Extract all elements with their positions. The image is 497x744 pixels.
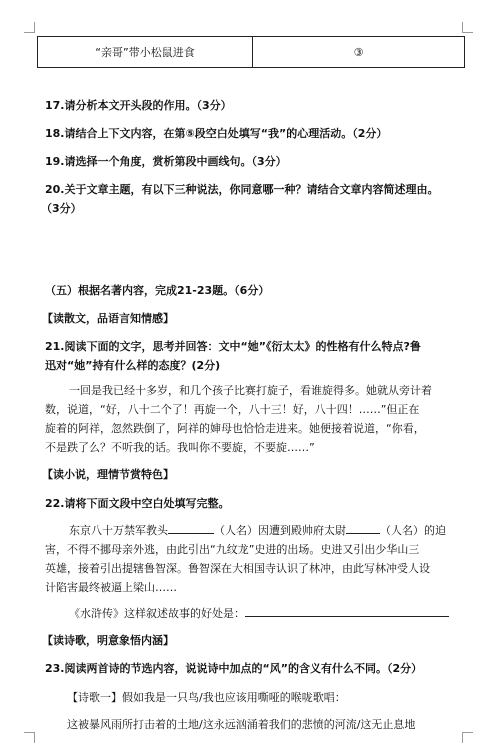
answer-blank-name-1[interactable] bbox=[168, 521, 214, 534]
passage-22-line-3: 英雄，接着引出提辖鲁智深。鲁智深在大相国寺认识了林冲，由此写林冲受人设 bbox=[45, 562, 430, 575]
passage-22-text-c: （人名）的迫 bbox=[380, 524, 446, 537]
poem-1-line-2: 这被暴风雨所打击着的土地/这永远汹涌着我们的悲愤的河流/这无止息地 bbox=[67, 718, 416, 731]
question-22-tail-text: 《水浒传》这样叙述故事的好处是： bbox=[69, 607, 245, 620]
corner-mark-top-right bbox=[462, 22, 473, 33]
passage-22-text-b: （人名）因遭到殿帅府太尉 bbox=[214, 524, 346, 537]
poem-1-line-1: 【诗歌一】假如我是一只鸟/我也应该用嘶哑的喉咙歌唱： bbox=[67, 691, 346, 704]
question-20-line-2: （3分） bbox=[41, 202, 82, 215]
question-20-line-1: 20.关于文章主题，有以下三种说法，你同意哪一种？请结合文章内容简述理由。 bbox=[45, 183, 439, 196]
table-cell-answer: ③ bbox=[353, 45, 364, 59]
question-19: 19.请选择一个角度，赏析第段中画线句。（3分） bbox=[45, 155, 287, 168]
passage-21-line-1: 一回是我已经十多岁，和几个孩子比赛打旋子，看谁旋得多。她就从旁计着 bbox=[69, 384, 432, 397]
passage-22-line-2: 害，不得不挪母亲外逃，由此引出“九纹龙”史进的出场。史进又引出少华山三 bbox=[45, 543, 420, 556]
passage-22 bbox=[45, 521, 465, 597]
passage-21-line-2: 数，说道，“好，八十二个了！再旋一个，八十三！好，八十四！……”但正在 bbox=[45, 403, 420, 416]
passage-22-text-a: 东京八十万禁军教头 bbox=[69, 524, 168, 537]
summary-table bbox=[37, 36, 465, 68]
heading-read-novel: 【读小说，理情节赏特色】 bbox=[42, 468, 174, 481]
passage-22-line-4: 计陷害最终被逼上梁山…… bbox=[45, 581, 177, 594]
answer-blank-name-2[interactable] bbox=[346, 521, 380, 534]
question-21-line-2: 迅对“她”持有什么样的态度？(2分) bbox=[45, 359, 221, 372]
heading-read-poem: 【读诗歌，明意象悟内涵】 bbox=[42, 634, 174, 647]
corner-mark-top-left bbox=[24, 22, 35, 33]
question-17: 17.请分析本文开头段的作用。（3分） bbox=[45, 99, 232, 112]
question-22: 22.请将下面文段中空白处填写完整。 bbox=[45, 497, 230, 510]
question-23: 23.阅读两首诗的节选内容，说说诗中加点的“风”的含义有什么不同。（2分） bbox=[45, 662, 423, 675]
passage-21-line-4: 不是跌了么？不听我的话。我叫你不要旋，不要旋……” bbox=[45, 441, 315, 454]
corner-mark-bottom-left bbox=[24, 732, 35, 743]
question-22-tail bbox=[69, 604, 469, 623]
table-cell-label: “亲哥”带小松鼠进食 bbox=[38, 37, 253, 67]
answer-blank-benefit[interactable] bbox=[245, 604, 449, 617]
section-5-title: （五）根据名著内容，完成21-23题。（6分） bbox=[45, 284, 270, 297]
passage-21 bbox=[45, 381, 465, 457]
question-18: 18.请结合上下文内容，在第⑤段空白处填写“我”的心理活动。（2分） bbox=[45, 127, 388, 140]
passage-21-line-3: 旋着的阿祥，忽然跌倒了，阿祥的婶母也恰恰走进来。她便接着说道，“你看， bbox=[45, 422, 425, 435]
passage-22-line-1 bbox=[45, 521, 465, 540]
question-21-line-1: 21.阅读下面的文字，思考并回答：文中“她”《衍太太》的性格有什么特点?鲁 bbox=[45, 340, 421, 353]
question-21 bbox=[45, 337, 465, 375]
question-20 bbox=[41, 180, 465, 218]
heading-read-prose: 【读散文，品语言知情感】 bbox=[42, 312, 174, 325]
